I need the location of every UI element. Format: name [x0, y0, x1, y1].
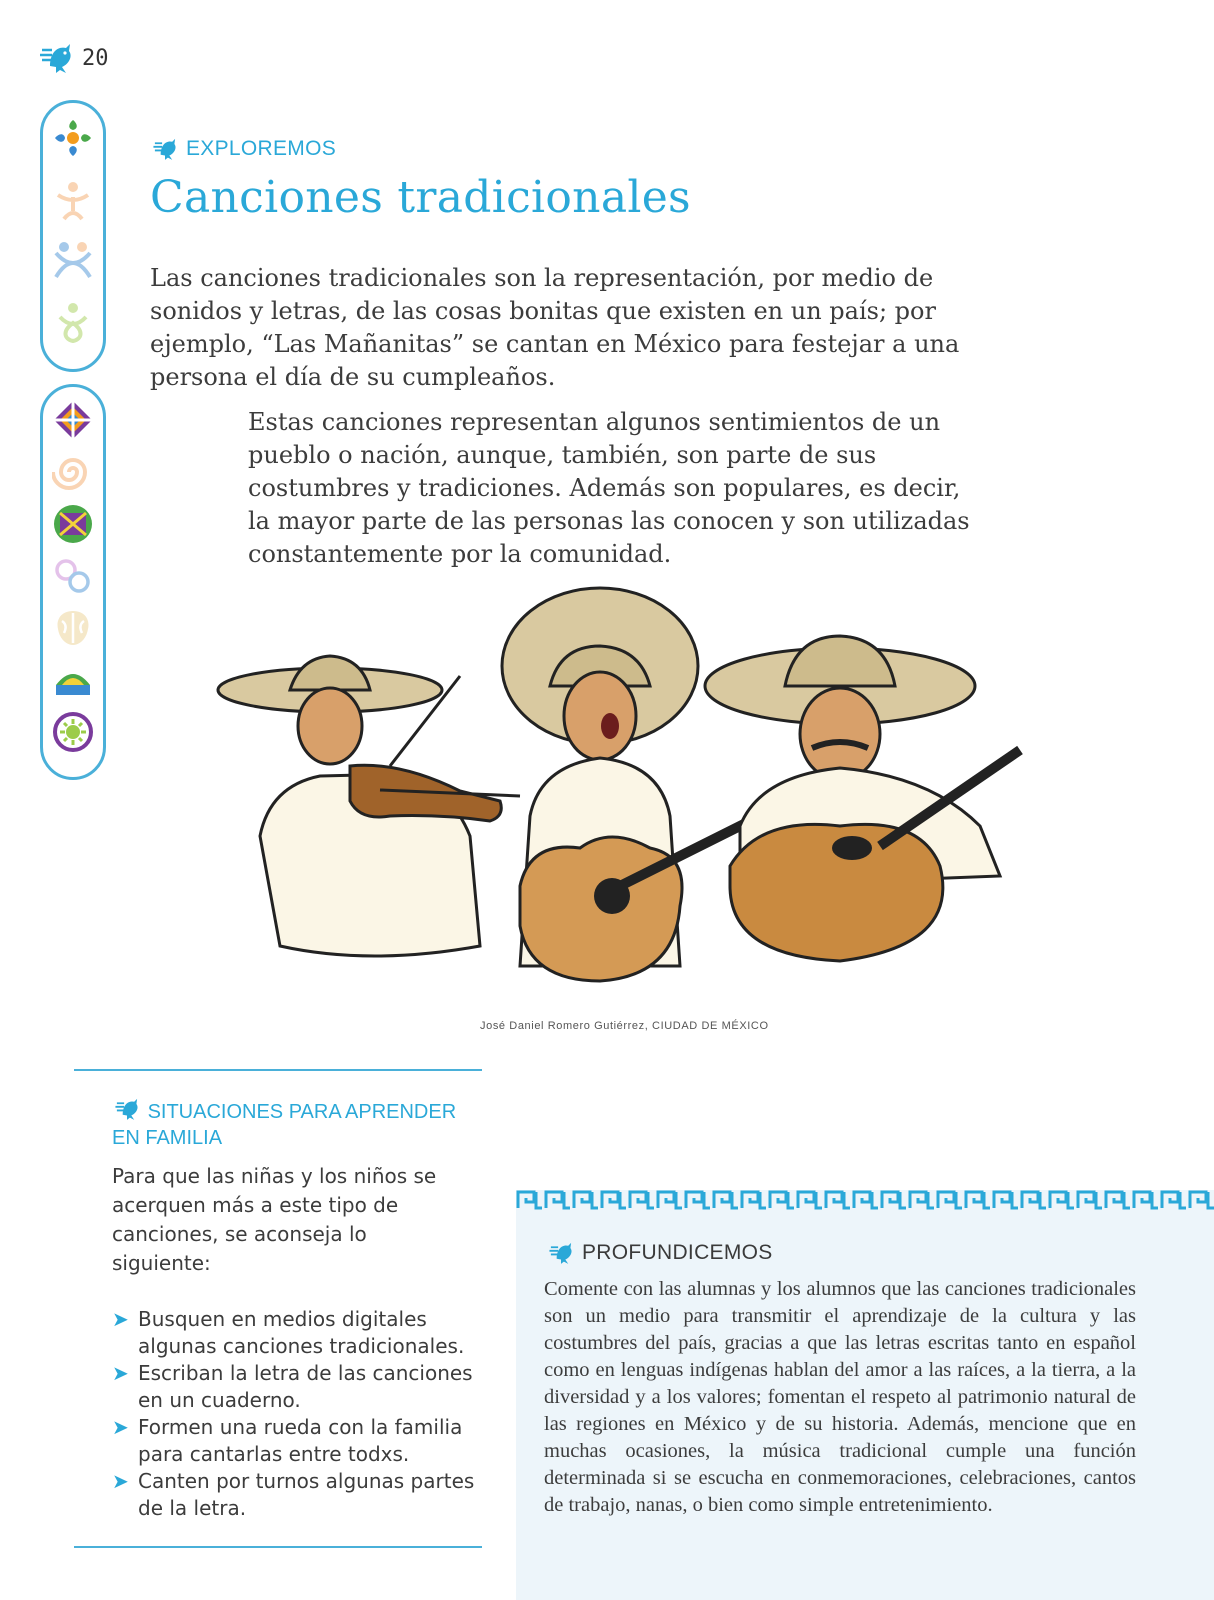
flower-icon[interactable]	[52, 117, 94, 159]
deepen-paragraph: Comente con las alumnas y los alumnos que las canciones tradicionales son un medio para transmitir el aprendizaje de la cultura y las costumbres del país, gracias a que las letras escritas tanto en español como en lenguas indígenas hablan del amor a las raíces, a la tierra, a la diversidad y a los valores; fomentan el respeto al patrimonio natural de las regiones en México y de su historia. Además, mencione que en muchas ocasiones, la música tradicional cumple una función determinada si se escucha en conmemoraciones, celebraciones, cantos de trabajo, nanas, o bien como simple entretenimiento.	[544, 1278, 1136, 1516]
page-header	[36, 40, 109, 76]
family-list	[112, 1306, 492, 1522]
family-rule-bottom	[74, 1546, 482, 1548]
page-number: 20	[82, 45, 109, 71]
envelope-icon[interactable]	[52, 503, 94, 545]
rings-icon[interactable]	[52, 555, 94, 597]
singer-figure	[502, 588, 760, 981]
leaf-figure-icon[interactable]	[52, 301, 94, 343]
chevron-right-icon: ➤	[112, 1415, 129, 1439]
landscape-icon[interactable]	[52, 659, 94, 701]
list-item-text: Escriban la letra de las canciones en un cuaderno.	[138, 1361, 473, 1412]
bird-logo-icon	[36, 40, 76, 76]
sidebar-top-group	[40, 100, 106, 372]
family-title-line2: EN FAMILIA	[112, 1127, 223, 1149]
list-item	[112, 1360, 492, 1414]
bird-section-icon	[150, 136, 180, 162]
family-intro: Para que las niñas y los niños se acerquen más a este tipo de canciones, se aconseja lo siguiente:	[112, 1164, 437, 1275]
family-section-header	[112, 1096, 492, 1151]
page-title: Canciones tradicionales	[150, 172, 691, 223]
chevron-right-icon: ➤	[112, 1361, 129, 1385]
bird-section-icon	[546, 1240, 576, 1266]
figures-icon[interactable]	[52, 239, 94, 281]
list-item-text: Busquen en medios digitales algunas canciones tradicionales.	[138, 1307, 465, 1358]
sun-icon[interactable]	[52, 711, 94, 753]
mariachi-illustration	[200, 586, 1060, 1006]
brain-icon[interactable]	[52, 607, 94, 649]
list-item-text: Formen una rueda con la familia para cantarlas entre todxs.	[138, 1415, 463, 1466]
deepen-label-text: PROFUNDICEMOS	[582, 1241, 773, 1264]
chevron-right-icon: ➤	[112, 1469, 129, 1493]
bird-section-icon	[112, 1096, 142, 1122]
sidebar-bottom-group	[40, 384, 106, 780]
list-item	[112, 1306, 492, 1360]
family-rule-top	[74, 1069, 482, 1071]
list-item	[112, 1468, 492, 1522]
explore-section-label	[150, 136, 336, 162]
list-item-text: Canten por turnos algunas partes de la letra.	[138, 1469, 475, 1520]
spiral-icon[interactable]	[52, 451, 94, 493]
explore-label-text: EXPLOREMOS	[186, 137, 337, 160]
intro-paragraph: Las canciones tradicionales son la representación, por medio de sonidos y letras, de las cosas bonitas que existen en un país; por ejemplo, “Las Mañanitas” se cantan en México para festejar a una persona el día de su cumpleaños.	[150, 264, 960, 391]
guitarron-player-figure	[705, 636, 1020, 961]
violinist-figure	[218, 656, 520, 956]
family-title-line1: SITUACIONES PARA APRENDER	[147, 1101, 457, 1123]
diamond-icon[interactable]	[52, 399, 94, 441]
list-item	[112, 1414, 492, 1468]
figure-icon[interactable]	[52, 179, 94, 221]
second-paragraph: Estas canciones representan algunos sentimientos de un pueblo o nación, aunque, también, son parte de sus costumbres y tradiciones. Además son populares, es decir, la mayor parte de las personas las conocen y son utilizadas constantemente por la comunidad.	[248, 408, 970, 568]
deepen-section-label	[546, 1240, 773, 1266]
chevron-right-icon: ➤	[112, 1307, 129, 1331]
greca-border	[516, 1190, 1214, 1210]
family-section-title	[112, 1096, 492, 1151]
illustration-caption: José Daniel Romero Gutiérrez, CIUDAD DE MÉXICO	[480, 1020, 769, 1032]
